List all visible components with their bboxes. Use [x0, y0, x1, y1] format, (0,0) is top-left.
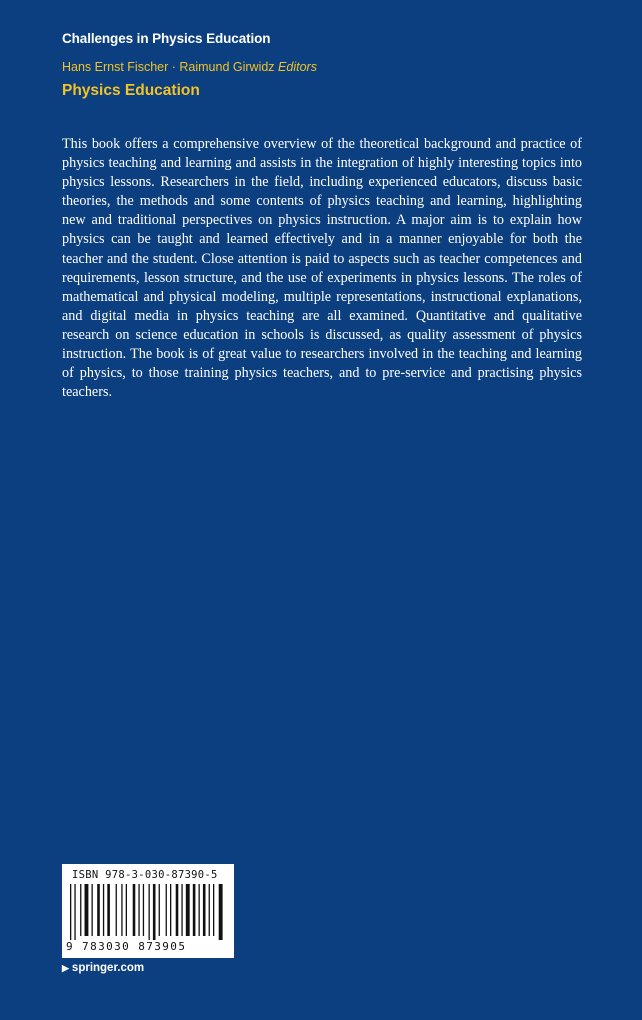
publisher-link[interactable] — [62, 962, 144, 974]
editors-role: Editors — [278, 60, 317, 74]
book-title: Physics Education — [62, 82, 200, 99]
publisher-url: springer.com — [71, 962, 145, 974]
barcode-bar — [219, 884, 223, 940]
barcode-bar — [209, 884, 210, 936]
barcode-bar — [97, 884, 100, 936]
editors-line — [62, 60, 317, 74]
barcode-bar — [186, 884, 190, 936]
triangle-arrow-icon: ▶ — [62, 962, 69, 973]
book-description: This book offers a comprehensive overview of the theoretical background and practice of physics teaching and learning and assists in the integration of highly interesting topics into physics lessons. Researchers in the field, including experienced educators, discuss basic theories, the methods and some contents of physics teaching and learning, highlighting new and traditional perspectives on physics instruction. A major aim is to explain how physics can be taught and learned effectively and in a manner enjoyable for both the teacher and the student. Close attention is paid to aspects such as teacher competences and requirements, lesson structure, and the use of experiments in physics lessons. The roles of mathematical and physical modeling, multiple representations, instructional explanations, and digital media in physics teaching are all examined. Quantitative and qualitative research on science education in schools is discussed, as quality assessment of physics instruction. The book is of great value to researchers involved in the teaching and learning of physics, to those training physics teachers, and to pre-service and practising physics teachers. — [62, 136, 582, 401]
barcode-bar — [103, 884, 104, 936]
barcode-bar — [166, 884, 167, 936]
barcode-bar — [199, 884, 200, 936]
barcode-digits: 9 783030 873905 — [66, 940, 187, 953]
barcode-bar — [85, 884, 89, 936]
barcode-bar — [181, 884, 182, 936]
barcode-bar — [170, 884, 171, 936]
isbn-number: ISBN 978-3-030-87390-5 — [72, 869, 218, 881]
barcode-bar — [143, 884, 144, 936]
barcode-bar — [193, 884, 196, 936]
barcode-bar — [121, 884, 122, 936]
barcode-bar — [176, 884, 179, 936]
barcode-bar — [203, 884, 206, 936]
editors-names: Hans Ernst Fischer · Raimund Girwidz — [62, 60, 275, 74]
barcode-bar — [126, 884, 127, 936]
barcode-bars — [68, 884, 228, 940]
barcode-bar — [116, 884, 117, 936]
barcode-bar — [74, 884, 75, 940]
barcode-bar — [159, 884, 160, 936]
series-title: Challenges in Physics Education — [62, 31, 271, 46]
isbn-barcode — [62, 864, 234, 958]
barcode-bar — [153, 884, 156, 940]
barcode-bar — [70, 884, 71, 940]
barcode-bar — [138, 884, 139, 936]
barcode-bar — [107, 884, 110, 936]
barcode-bar — [80, 884, 81, 936]
barcode-bar — [213, 884, 214, 936]
barcode-bar — [133, 884, 136, 936]
barcode-bar — [149, 884, 150, 940]
barcode-bar — [92, 884, 93, 936]
